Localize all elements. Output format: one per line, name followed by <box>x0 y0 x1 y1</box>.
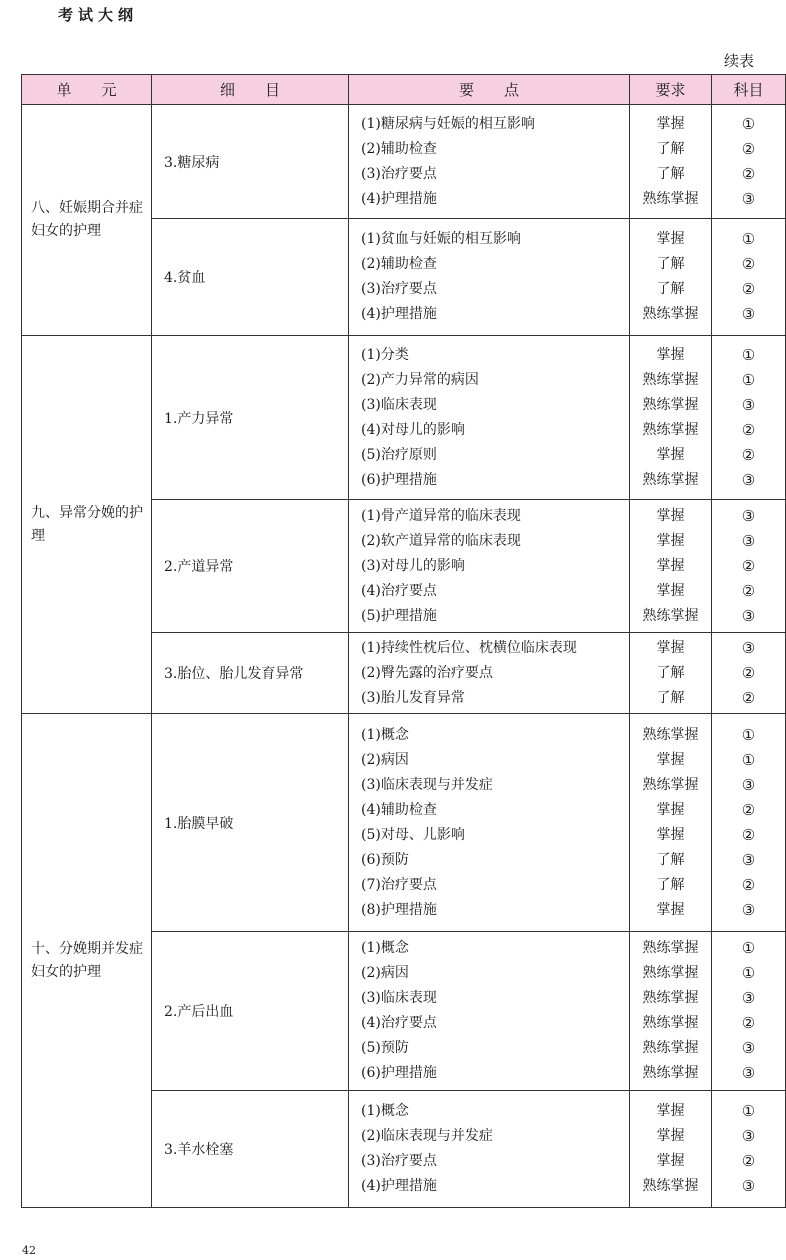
subject-line: ② <box>741 445 756 464</box>
item-cell: 2.产道异常 <box>152 500 349 633</box>
subject-line: ③ <box>741 775 756 794</box>
subject-line: ② <box>741 420 756 439</box>
requirement-line: 了解 <box>656 876 685 893</box>
item-cell: 3.羊水栓塞 <box>152 1091 349 1208</box>
requirement-cell <box>630 219 712 336</box>
subject-line: ② <box>741 1014 756 1032</box>
key-point-line: (3)胎儿发育异常 <box>361 689 465 706</box>
requirement-line: 了解 <box>656 140 685 157</box>
column-header-item: 细 目 <box>152 75 349 105</box>
subject-line: ② <box>741 825 756 844</box>
subject-line: ② <box>741 581 756 600</box>
table-row <box>22 105 786 219</box>
key-point-line: (4)治疗要点 <box>361 582 437 599</box>
unit-cell: 九、异常分娩的护理 <box>22 336 152 714</box>
key-point-cell <box>349 219 630 336</box>
subject-line: ③ <box>741 189 756 208</box>
requirement-line: 掌握 <box>656 1103 685 1119</box>
requirement-line: 熟练掌握 <box>642 776 699 793</box>
item-cell: 3.胎位、胎儿发育异常 <box>152 633 349 714</box>
subject-line: ① <box>741 1102 756 1120</box>
requirement-line: 了解 <box>656 281 685 297</box>
key-point-line: (5)治疗原则 <box>361 446 437 463</box>
key-point-line: (2)产力异常的病因 <box>361 371 479 388</box>
key-point-line: (2)病因 <box>361 965 409 981</box>
key-point-line: (2)辅助检查 <box>361 256 437 272</box>
requirement-line: 掌握 <box>656 1153 685 1169</box>
requirement-line: 熟练掌握 <box>642 421 699 438</box>
key-point-line: (1)分类 <box>361 346 409 363</box>
key-point-cell <box>349 1091 630 1208</box>
subject-line: ② <box>741 164 756 183</box>
subject-line: ③ <box>741 395 756 414</box>
subject-line: ③ <box>741 470 756 489</box>
requirement-cell <box>630 1091 712 1208</box>
key-point-cell <box>349 336 630 500</box>
key-point-line: (8)护理措施 <box>361 901 437 918</box>
subject-cell <box>712 105 786 219</box>
subject-line: ② <box>741 800 756 819</box>
key-point-line: (3)临床表现 <box>361 396 437 413</box>
requirement-line: 熟练掌握 <box>642 1040 699 1056</box>
subject-line: ③ <box>741 506 756 525</box>
key-point-line: (4)护理措施 <box>361 190 437 207</box>
subject-cell <box>712 336 786 500</box>
key-point-line: (7)治疗要点 <box>361 876 437 893</box>
requirement-line: 了解 <box>656 689 685 706</box>
requirement-line: 熟练掌握 <box>642 1065 699 1081</box>
key-point-line: (4)护理措施 <box>361 1178 437 1194</box>
page-number: 42 <box>22 1244 36 1257</box>
requirement-line: 熟练掌握 <box>642 190 699 207</box>
subject-line: ① <box>741 939 756 957</box>
subject-line: ② <box>741 875 756 894</box>
subject-line: ② <box>741 1152 756 1170</box>
requirement-line: 熟练掌握 <box>642 471 699 488</box>
key-point-line: (3)对母儿的影响 <box>361 557 465 574</box>
key-point-line: (2)临床表现与并发症 <box>361 1128 493 1144</box>
subject-line: ③ <box>741 1064 756 1082</box>
unit-cell: 八、妊娠期合并症妇女的护理 <box>22 105 152 336</box>
subject-cell <box>712 633 786 714</box>
key-point-line: (1)糖尿病与妊娠的相互影响 <box>361 115 535 132</box>
requirement-cell <box>630 633 712 714</box>
key-point-line: (1)持续性枕后位、枕横位临床表现 <box>361 639 577 656</box>
key-point-line: (6)预防 <box>361 851 409 868</box>
key-point-cell <box>349 633 630 714</box>
key-point-line: (3)临床表现 <box>361 990 437 1006</box>
requirement-cell <box>630 336 712 500</box>
requirement-line: 熟练掌握 <box>642 1178 699 1194</box>
requirement-cell <box>630 105 712 219</box>
item-cell: 2.产后出血 <box>152 932 349 1091</box>
requirement-line: 熟练掌握 <box>642 607 699 624</box>
table-row <box>22 714 786 932</box>
key-point-line: (5)对母、儿影响 <box>361 826 465 843</box>
subject-cell <box>712 932 786 1091</box>
column-header-points: 要 点 <box>349 75 630 105</box>
continued-label: 续表 <box>723 52 754 70</box>
key-point-line: (6)护理措施 <box>361 1065 437 1081</box>
subject-line: ② <box>741 255 756 273</box>
column-header-requirement: 要求 <box>630 75 712 105</box>
table-row <box>22 336 786 500</box>
item-cell: 1.产力异常 <box>152 336 349 500</box>
subject-line: ③ <box>741 606 756 625</box>
subject-line: ① <box>741 964 756 982</box>
subject-line: ③ <box>741 850 756 869</box>
requirement-line: 熟练掌握 <box>642 306 699 322</box>
subject-line: ③ <box>741 531 756 550</box>
requirement-line: 掌握 <box>656 901 685 918</box>
table-body <box>22 105 786 1208</box>
item-cell: 3.糖尿病 <box>152 105 349 219</box>
key-point-line: (2)臀先露的治疗要点 <box>361 664 493 681</box>
item-cell: 1.胎膜早破 <box>152 714 349 932</box>
subject-line: ③ <box>741 1177 756 1195</box>
key-point-cell <box>349 500 630 633</box>
requirement-line: 掌握 <box>656 557 685 574</box>
syllabus-table <box>21 74 786 1208</box>
subject-line: ③ <box>741 1039 756 1057</box>
requirement-line: 熟练掌握 <box>642 940 699 956</box>
requirement-cell <box>630 500 712 633</box>
key-point-line: (6)护理措施 <box>361 471 437 488</box>
key-point-line: (3)临床表现与并发症 <box>361 776 493 793</box>
unit-cell: 十、分娩期并发症妇女的护理 <box>22 714 152 1208</box>
column-header-unit: 单 元 <box>22 75 152 105</box>
key-point-line: (5)护理措施 <box>361 607 437 624</box>
subject-line: ① <box>741 114 756 133</box>
key-point-line: (3)治疗要点 <box>361 1153 437 1169</box>
requirement-line: 掌握 <box>656 446 685 463</box>
requirement-line: 了解 <box>656 256 685 272</box>
key-point-line: (4)辅助检查 <box>361 801 437 818</box>
subject-line: ③ <box>741 1127 756 1145</box>
key-point-line: (3)治疗要点 <box>361 281 437 297</box>
key-point-line: (5)预防 <box>361 1040 409 1056</box>
key-point-line: (1)骨产道异常的临床表现 <box>361 507 521 524</box>
subject-line: ③ <box>741 305 756 323</box>
requirement-cell <box>630 932 712 1091</box>
key-point-line: (1)概念 <box>361 940 409 956</box>
key-point-line: (4)对母儿的影响 <box>361 421 465 438</box>
requirement-line: 掌握 <box>656 826 685 843</box>
key-point-line: (3)治疗要点 <box>361 165 437 182</box>
requirement-line: 了解 <box>656 851 685 868</box>
subject-line: ② <box>741 663 756 682</box>
subject-line: ① <box>741 750 756 769</box>
subject-line: ① <box>741 345 756 364</box>
subject-cell <box>712 714 786 932</box>
subject-cell <box>712 1091 786 1208</box>
requirement-line: 掌握 <box>656 1128 685 1144</box>
requirement-cell <box>630 714 712 932</box>
subject-line: ③ <box>741 989 756 1007</box>
requirement-line: 掌握 <box>656 507 685 524</box>
requirement-line: 熟练掌握 <box>642 396 699 413</box>
subject-line: ① <box>741 230 756 248</box>
subject-line: ③ <box>741 900 756 919</box>
requirement-line: 熟练掌握 <box>642 965 699 981</box>
key-point-cell <box>349 714 630 932</box>
requirement-line: 掌握 <box>656 639 685 656</box>
requirement-line: 掌握 <box>656 801 685 818</box>
subject-line: ② <box>741 280 756 298</box>
requirement-line: 掌握 <box>656 532 685 549</box>
requirement-line: 掌握 <box>656 751 685 768</box>
requirement-line: 熟练掌握 <box>642 371 699 388</box>
key-point-cell <box>349 932 630 1091</box>
key-point-line: (2)病因 <box>361 751 409 768</box>
key-point-line: (1)概念 <box>361 1103 409 1119</box>
key-point-line: (2)辅助检查 <box>361 140 437 157</box>
subject-line: ① <box>741 370 756 389</box>
subject-line: ② <box>741 688 756 707</box>
table-header-row <box>22 75 786 105</box>
key-point-line: (1)贫血与妊娠的相互影响 <box>361 231 521 247</box>
page-header-title: 考试大纲 <box>58 6 139 24</box>
key-point-line: (4)护理措施 <box>361 306 437 322</box>
subject-line: ③ <box>741 638 756 657</box>
requirement-line: 熟练掌握 <box>642 1015 699 1031</box>
subject-line: ① <box>741 725 756 744</box>
requirement-line: 熟练掌握 <box>642 990 699 1006</box>
subject-line: ② <box>741 139 756 158</box>
requirement-line: 掌握 <box>656 582 685 599</box>
requirement-line: 掌握 <box>656 231 685 247</box>
requirement-line: 掌握 <box>656 346 685 363</box>
key-point-line: (1)概念 <box>361 726 409 743</box>
subject-cell <box>712 500 786 633</box>
subject-cell <box>712 219 786 336</box>
key-point-line: (4)治疗要点 <box>361 1015 437 1031</box>
requirement-line: 了解 <box>656 664 685 681</box>
requirement-line: 掌握 <box>656 115 685 132</box>
item-cell: 4.贫血 <box>152 219 349 336</box>
subject-line: ② <box>741 556 756 575</box>
column-header-subject: 科目 <box>712 75 786 105</box>
requirement-line: 熟练掌握 <box>642 726 699 743</box>
requirement-line: 了解 <box>656 165 685 182</box>
key-point-cell <box>349 105 630 219</box>
key-point-line: (2)软产道异常的临床表现 <box>361 532 521 549</box>
